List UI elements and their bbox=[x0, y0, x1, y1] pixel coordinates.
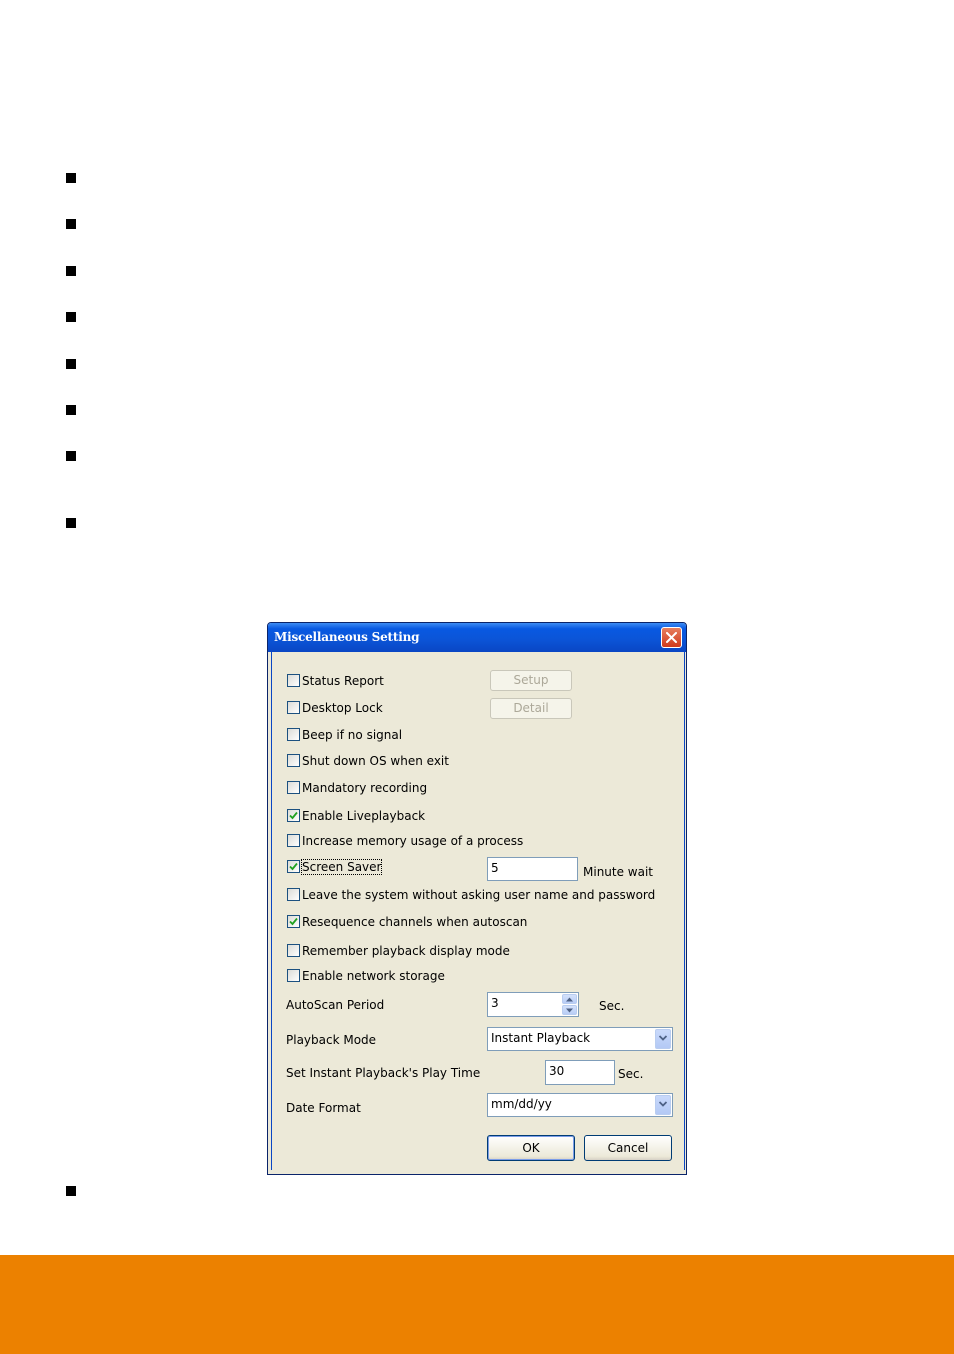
list-bullet bbox=[66, 312, 76, 322]
autoscan-period-spinbox[interactable] bbox=[487, 992, 579, 1017]
list-bullet bbox=[66, 173, 76, 183]
miscellaneous-setting-dialog bbox=[267, 622, 687, 1175]
resequence-channels-checkbox[interactable] bbox=[287, 915, 300, 928]
close-icon[interactable] bbox=[661, 627, 682, 648]
beep-if-no-signal-checkbox[interactable] bbox=[287, 728, 300, 741]
playback-mode-select[interactable] bbox=[487, 1027, 673, 1051]
playback-mode-label: Playback Mode bbox=[286, 1033, 377, 1047]
dialog-titlebar[interactable] bbox=[268, 623, 686, 652]
footer-bar bbox=[0, 1255, 954, 1354]
autoscan-period-value: 3 bbox=[491, 996, 499, 1010]
spin-up-icon[interactable] bbox=[562, 994, 577, 1004]
list-bullet bbox=[66, 359, 76, 369]
detail-button[interactable]: Detail bbox=[490, 698, 572, 719]
checkmark-icon bbox=[289, 811, 298, 820]
spin-down-icon[interactable] bbox=[562, 1005, 577, 1015]
enable-liveplayback-checkbox[interactable] bbox=[287, 809, 300, 822]
list-bullet bbox=[66, 266, 76, 276]
status-report-label: Status Report bbox=[302, 674, 384, 688]
autoscan-period-label: AutoScan Period bbox=[286, 998, 385, 1012]
date-format-select[interactable] bbox=[487, 1093, 673, 1117]
dialog-title: Miscellaneous Setting bbox=[274, 630, 420, 644]
desktop-lock-label: Desktop Lock bbox=[302, 701, 383, 715]
ok-button[interactable]: OK bbox=[487, 1135, 575, 1161]
shut-down-os-checkbox[interactable] bbox=[287, 754, 300, 767]
list-bullet bbox=[66, 219, 76, 229]
autoscan-unit-label: Sec. bbox=[599, 999, 625, 1013]
mandatory-recording-checkbox[interactable] bbox=[287, 781, 300, 794]
list-bullet bbox=[66, 1186, 76, 1196]
list-bullet bbox=[66, 405, 76, 415]
instant-playtime-unit-label: Sec. bbox=[618, 1067, 644, 1081]
spin-buttons bbox=[562, 994, 577, 1015]
setup-button[interactable]: Setup bbox=[490, 670, 572, 691]
playback-mode-value: Instant Playback bbox=[491, 1031, 591, 1045]
increase-memory-usage-label: Increase memory usage of a process bbox=[302, 834, 524, 848]
resequence-channels-label: Resequence channels when autoscan bbox=[302, 915, 528, 929]
date-format-value: mm/dd/yy bbox=[491, 1097, 552, 1111]
checkmark-icon bbox=[289, 862, 298, 871]
leave-system-without-login-label: Leave the system without asking user name and password bbox=[302, 888, 656, 902]
instant-playtime-input[interactable]: 30 bbox=[545, 1060, 615, 1085]
screen-saver-minutes-input[interactable]: 5 bbox=[487, 857, 578, 881]
enable-network-storage-checkbox[interactable] bbox=[287, 969, 300, 982]
increase-memory-usage-checkbox[interactable] bbox=[287, 834, 300, 847]
screen-saver-checkbox[interactable] bbox=[287, 860, 300, 873]
checkmark-icon bbox=[289, 917, 298, 926]
remember-playback-mode-checkbox[interactable] bbox=[287, 944, 300, 957]
cancel-button[interactable]: Cancel bbox=[584, 1135, 672, 1161]
screen-saver-label: Screen Saver bbox=[302, 860, 382, 874]
date-format-label: Date Format bbox=[286, 1101, 361, 1115]
leave-system-without-login-checkbox[interactable] bbox=[287, 888, 300, 901]
list-bullet bbox=[66, 451, 76, 461]
beep-if-no-signal-label: Beep if no signal bbox=[302, 728, 403, 742]
desktop-lock-checkbox[interactable] bbox=[287, 701, 300, 714]
instant-playtime-label: Set Instant Playback's Play Time bbox=[286, 1066, 481, 1080]
chevron-down-icon[interactable] bbox=[655, 1095, 671, 1115]
shut-down-os-label: Shut down OS when exit bbox=[302, 754, 449, 768]
screen-saver-unit-label: Minute wait bbox=[583, 865, 654, 879]
enable-liveplayback-label: Enable Liveplayback bbox=[302, 809, 426, 823]
enable-network-storage-label: Enable network storage bbox=[302, 969, 445, 983]
remember-playback-mode-label: Remember playback display mode bbox=[302, 944, 510, 958]
mandatory-recording-label: Mandatory recording bbox=[302, 781, 428, 795]
list-bullet bbox=[66, 518, 76, 528]
chevron-down-icon[interactable] bbox=[655, 1029, 671, 1049]
status-report-checkbox[interactable] bbox=[287, 674, 300, 687]
